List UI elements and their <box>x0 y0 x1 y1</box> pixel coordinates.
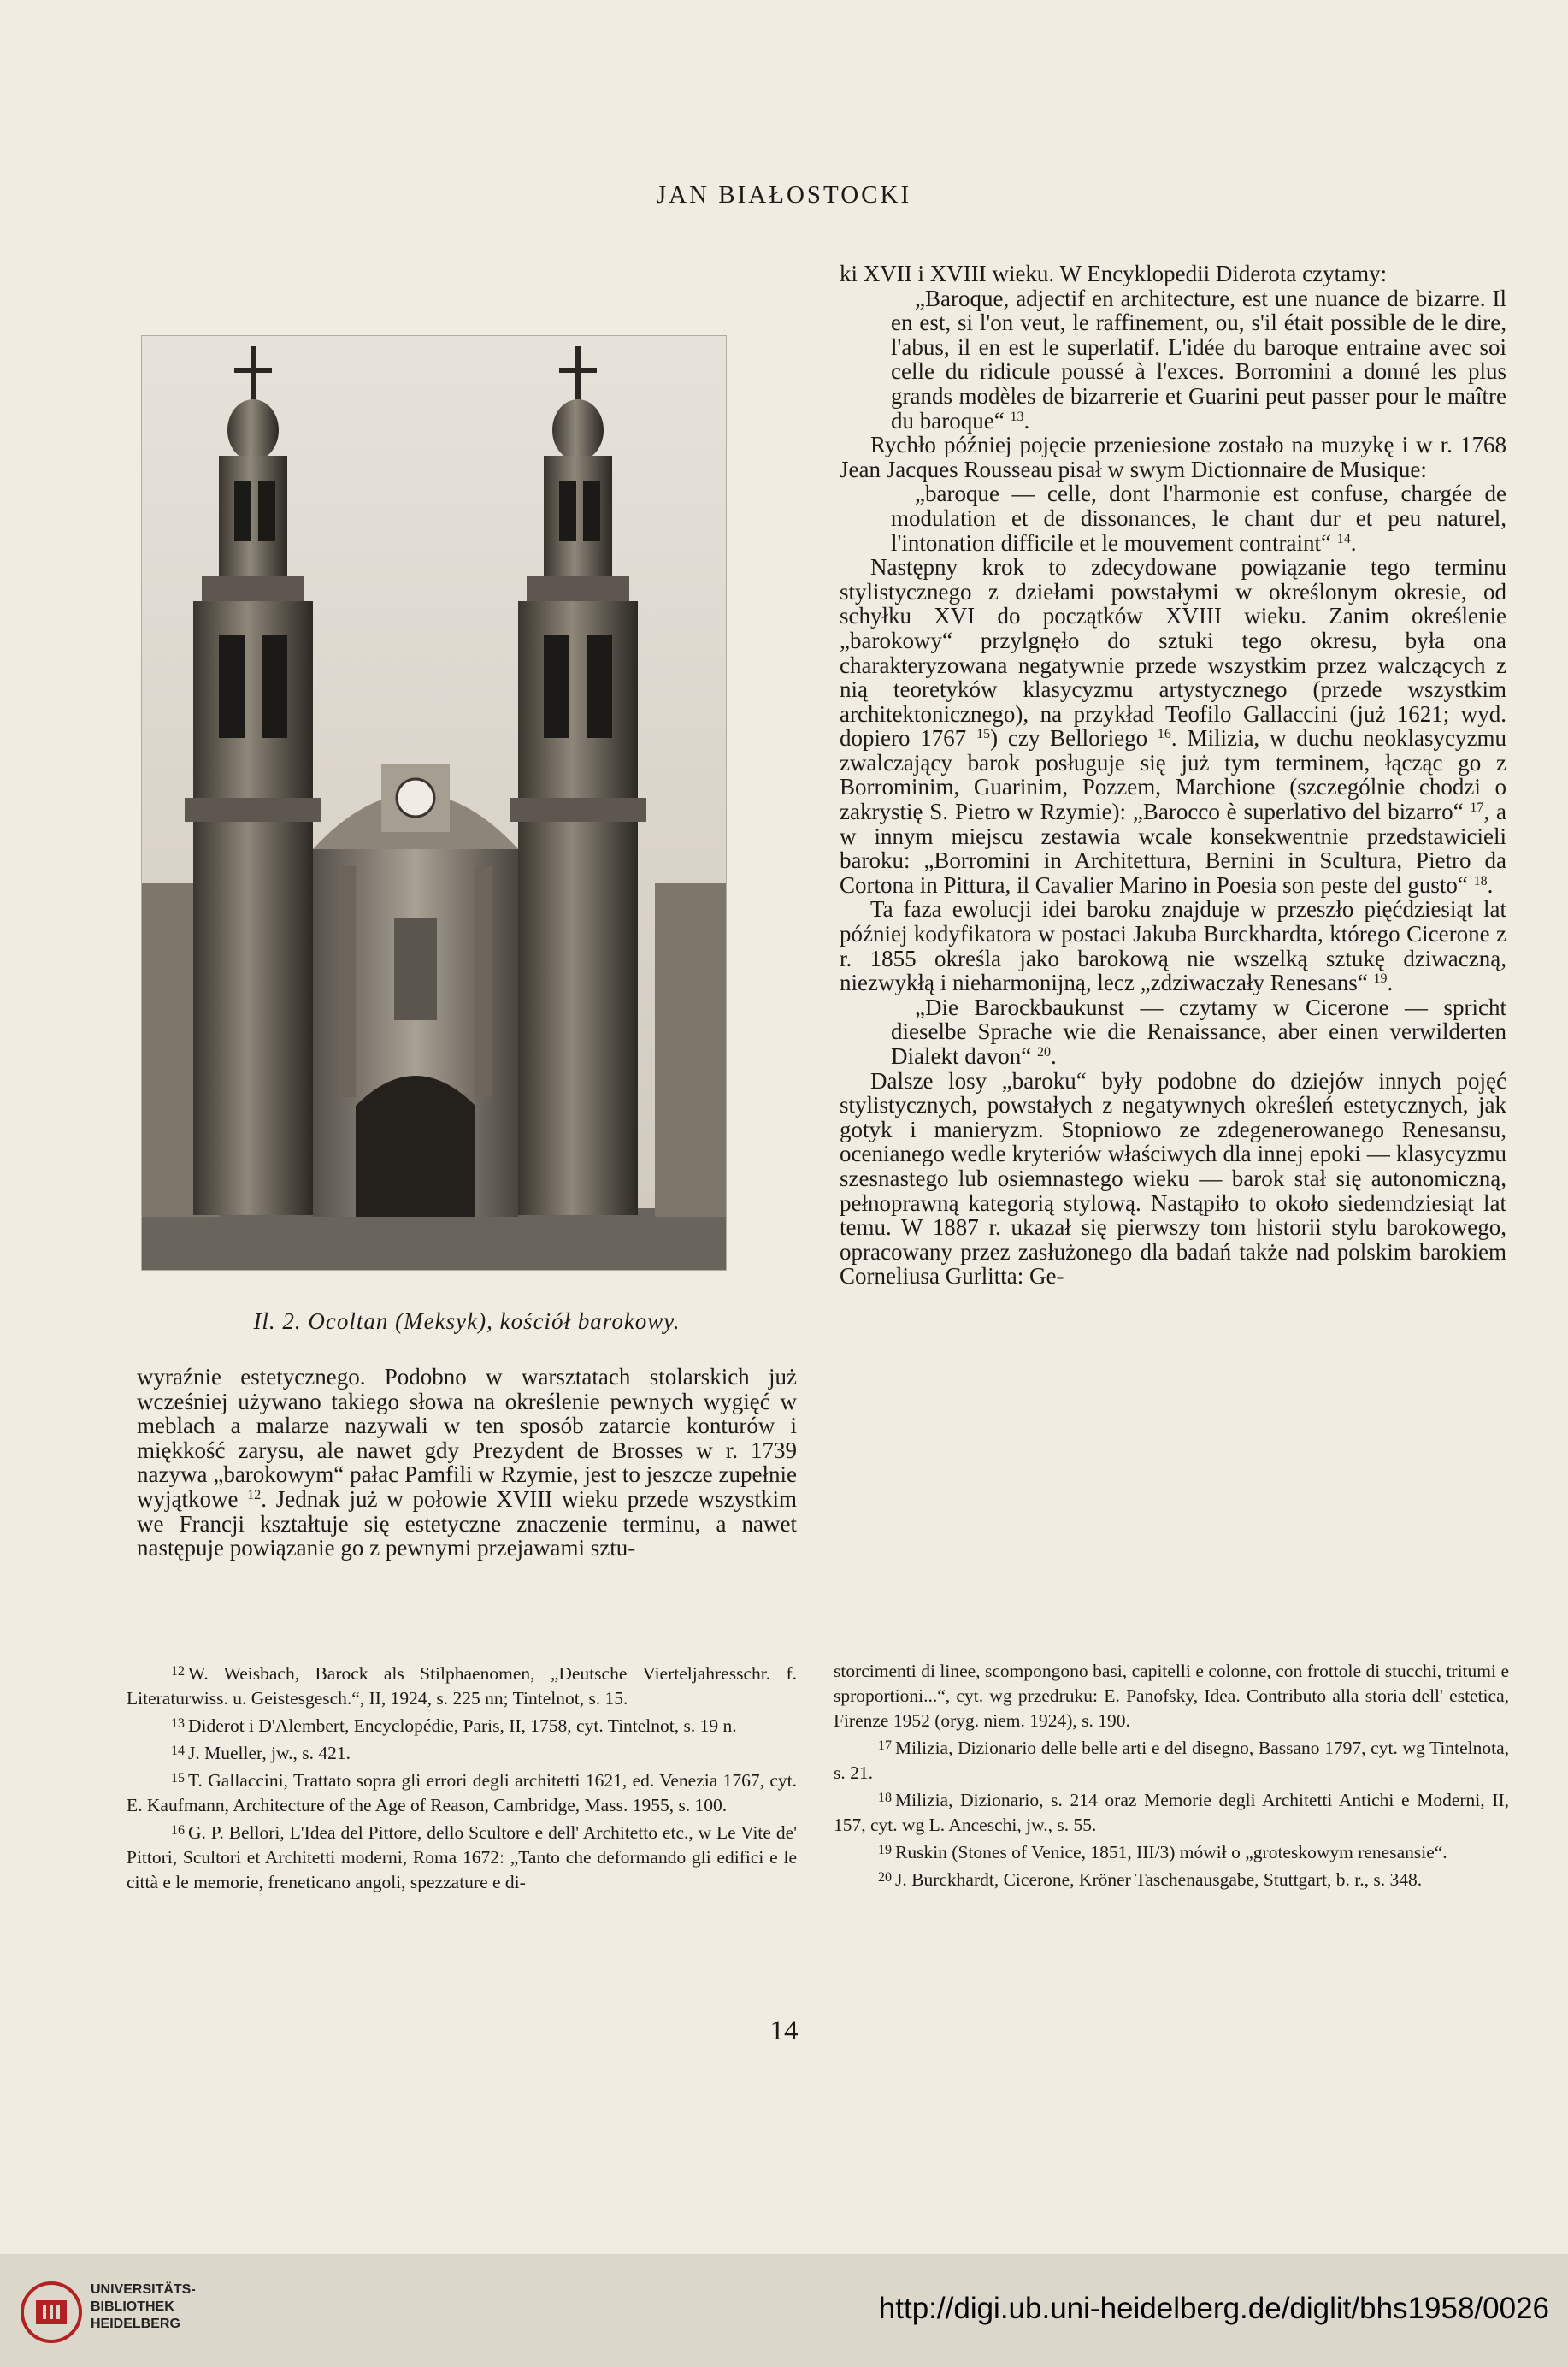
footnote: $^{12}$ W. Weisbach, Barock als Stilphaenomen, „Deutsche Vierteljahresschr. f. Literaturwiss. u. Geistesgesch.“, II, 1924, s. 225 nn; Tintelnot, s. 15. <box>127 1663 797 1709</box>
footnote: $^{16}$ G. P. Bellori, L'Idea del Pittore, dello Scultore e dell' Architetto etc., w Le Vite de' Pittori, Scultori et Architetti moderni, Roma 1672: „Tanto che deformando gli edifici e le città e le memorie, freneticano angoli, spezzature e di- <box>127 1822 797 1892</box>
footnote-ref: 15 <box>976 727 991 742</box>
source-url-link[interactable]: http://digi.ub.uni-heidelberg.de/diglit/bhs1958/0026 <box>878 2292 1549 2325</box>
footnote: $^{17}$ Milizia, Dizionario delle belle arti e del disegno, Bassano 1797, cyt. wg Tintelnota, s. 21. <box>834 1738 1509 1783</box>
library-footer <box>0 2254 1568 2367</box>
footnote: $^{18}$ Milizia, Dizionario, s. 214 oraz Memorie degli Architetti Antichi e Moderni, II, 157, cyt. wg L. Anceschi, jw., s. 55. <box>834 1790 1509 1835</box>
paragraph: ki XVII i XVIII wieku. W Encyklopedii Diderota czytamy: <box>840 261 1388 286</box>
paragraph: Następny krok to zdecydowane powiązanie tego terminu stylistycznego z dziełami powstałymi w określonym okresie, od schyłku XVI do początków XVIII wieku. Zanim określenie „barokowy“ przylgnęło do sztuki tego okresu, była ona charakteryzowana negatywnie przede wszystkim przez walczących z nią teoretyków klasycyzmu artystycznego (przede wszystkim architektonicznego), na przykład Teofilo Gallaccini (już 1621; wyd. dopiero 1767 $^{15}$) czy Belloriego $^{16}$. Milizia, w duchu neoklasycyzmu zwalczający barok posługuje się już tym terminem, łącząc go z Borrominim, Guarinim, Pozzem, Marchione (szczególnie chodzi o zakrystię S. Pietro w Rzymie): „Barocco è superlativo del bizarro“ $^{17}$, a w innym miejscu zestawia wcale konsekwentnie przedstawicieli baroku: „Borromini in Architettura, Bernini in Scultura, Pietro da Cortona in Pittura, il Cavalier Marino in Poesia son peste del gusto“ $^{18}$. <box>840 554 1506 898</box>
paragraph: wyraźnie estetycznego. Podobno w warsztatach stolarskich już wcześniej używano takiego słowa na określenie pewnych wygięć w meblach a malarze nazywali w ten sposób zatarcie konturów i miękkość zarysu, ale nawet gdy Prezydent de Brosses w r. 1739 nazywa „barokowym“ pałac Pamfili w Rzymie, jest to jeszcze zupełnie wyjątkowe $^{12}$. Jednak już w połowie XVIII wieku przede wszystkim we Francji kształtuje się estetyczne znaczenie terminu, a nawet następuje powiązanie go z pewnymi przejawami sztu- <box>137 1364 798 1561</box>
footnote: $^{19}$ Ruskin (Stones of Venice, 1851, III/3) mówił o „groteskowym renesansie“. <box>878 1842 1447 1862</box>
footnote-ref: 13 <box>1010 409 1024 424</box>
footnote-ref: 20 <box>1036 1045 1051 1060</box>
footnote-ref: 12 <box>247 1487 262 1502</box>
footnote: $^{14}$ J. Mueller, jw., s. 421. <box>171 1743 351 1763</box>
footnotes-right <box>834 1659 1509 1892</box>
church-illustration <box>142 336 726 1270</box>
footnote-ref: 16 <box>1157 727 1171 742</box>
footnote-ref: 17 <box>1470 800 1484 816</box>
paragraph: Ta faza ewolucji idei baroku znajduje w przeszło pięćdziesiąt lat później kodyfikatora w postaci Jakuba Burckhardta, którego Cicerone z r. 1855 określa jako barokową nie wszelką sztukę dziwaczną, niezwykłą i nieharmonijną, lecz „zdziwaczały Renesans“ $^{19}$. <box>840 896 1506 996</box>
quotation: „Baroque, adjectif en architecture, est une nuance de bizarre. Il en est, si l'on veut, le raffinement, ou, s'il était possible de le dire, l'abus, il en est le superlatif. L'idée du baroque entraine avec soi celle du ridicule poussé à l'exces. Borromini a donné les plus grands modèles de bizarrerie et Guarini peut passer pour le maître du baroque“ $^{13}$. <box>891 285 1506 434</box>
footnote: $^{15}$ T. Gallaccini, Trattato sopra gli errori degli architetti 1621, ed. Venezia 1767, cyt. E. Kaufmann, Architecture of the Age of Reason, Cambridge, Mass. 1955, s. 100. <box>127 1770 797 1815</box>
footnotes-left <box>127 1659 797 1895</box>
footnote: $^{20}$ J. Burckhardt, Cicerone, Kröner Taschenausgabe, Stuttgart, b. r., s. 348. <box>878 1869 1423 1890</box>
church-photograph <box>141 335 727 1271</box>
library-emblem-icon <box>17 2278 94 2346</box>
quotation: „baroque — celle, dont l'harmonie est confuse, chargée de modulation et de dissonances, le chant dur et peu naturel, l'intonation difficile et le mouvement contraint“ $^{14}$. <box>891 481 1506 556</box>
page-number: 14 <box>769 2016 799 2046</box>
running-head: JAN BIAŁOSTOCKI <box>656 181 912 209</box>
footnote-ref: 14 <box>1336 531 1351 546</box>
footnote-continuation: storcimenti di linee, scompongono basi, capitelli e colonne, con frottole di stucchi, tritumi e sproportioni...“, cyt. wg przedruku: E. Panofsky, Idea. Contributo alla storia dell' estetica, Firenze 1952 (oryg. niem. 1924), s. 190. <box>834 1661 1509 1731</box>
paragraph: Dalsze losy „baroku“ były podobne do dziejów innych pojęć stylistycznych, powstałych z negatywnych określeń estetycznych, jak gotyk i manieryzm. Stopniowo ze zdegenerowanego Renesansu, ocenianego wedle kryteriów właściwych dla innej epoki — klasycyzmu szesnastego lub osiemnastego wieku — barok stał się autonomiczną, pełnoprawną kategorią stylową. Nastąpiło to około siedemdziesiąt lat temu. W 1887 r. ukazał się pierwszy tom historii stylu barokowego, opracowany przez zasłużonego dla badań także nad polskim barokiem Corneliusa Gurlitta: Ge- <box>840 1067 1506 1290</box>
library-name: UNIVERSITÄTS- BIBLIOTHEK HEIDELBERG <box>91 2282 196 2331</box>
paragraph: Rychło później pojęcie przeniesione zostało na muzykę i w r. 1768 Jean Jacques Rousseau pisał w swym Dictionnaire de Musique: <box>840 432 1506 482</box>
right-text-column <box>840 262 1506 1289</box>
central-facade <box>313 764 518 1217</box>
quotation: „Die Barockbaukunst — czytamy w Cicerone — spricht dieselbe Sprache wie die Renaissance, aber einen verwilderten Dialekt davon“ $^{20}$. <box>891 994 1506 1069</box>
left-text-column <box>137 1365 797 1561</box>
footnote-ref: 19 <box>1373 971 1388 987</box>
figure-caption: Il. 2. Ocoltan (Meksyk), kościół barokowy. <box>253 1308 681 1334</box>
footnote: $^{13}$ Diderot i D'Alembert, Encyclopédie, Paris, II, 1758, cyt. Tintelnot, s. 19 n. <box>171 1715 737 1736</box>
footnote-ref: 18 <box>1473 873 1488 888</box>
